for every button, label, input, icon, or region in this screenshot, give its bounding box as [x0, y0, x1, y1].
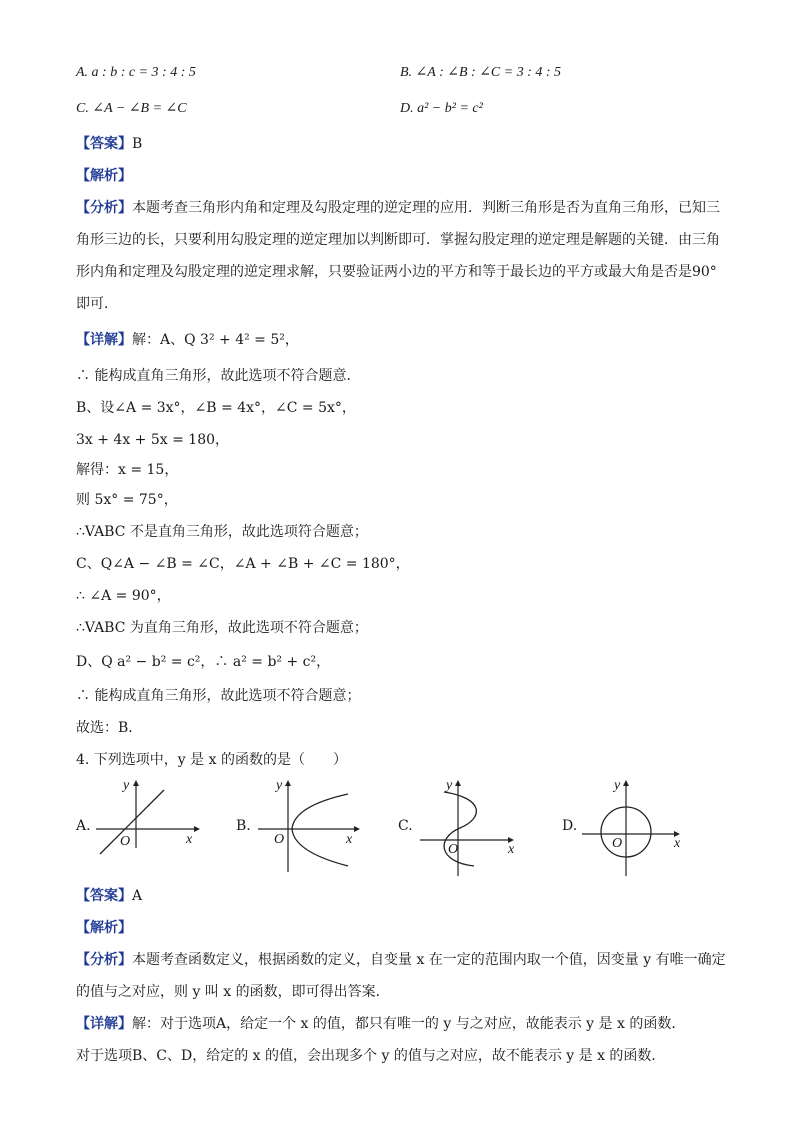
- graph-c-label: C.: [398, 818, 413, 834]
- detail-line-8: C、Q∠A − ∠B = ∠C，∠A + ∠B + ∠C = 180°，: [76, 556, 410, 572]
- detail-line-11: D、Q a² − b² = c²，∴ a² = b² + c²，: [76, 654, 331, 670]
- answer-value: B: [132, 136, 143, 152]
- analysis-heading: 【解析】: [76, 168, 132, 184]
- detail-line-6: 则 5x° = 75°，: [76, 492, 178, 508]
- detail-line-13: 故选：B．: [76, 720, 143, 736]
- option-a: A. a : b : c = 3 : 4 : 5: [76, 65, 196, 80]
- fenxi-line-3: 形内角和定理及勾股定理的逆定理求解，只要验证两小边的平方和等于最长边的平方或最大角是否是90°: [76, 264, 717, 280]
- detail-line-2: ∴ 能构成直角三角形，故此选项不符合题意．: [76, 368, 361, 384]
- graph-b-svg: [236, 778, 366, 874]
- graph-a-line: [100, 790, 164, 854]
- detail-line-7: ∴VABC 不是直角三角形，故此选项符合题意；: [76, 524, 368, 540]
- graph-b-curve: [292, 794, 348, 866]
- answer-line: [76, 134, 142, 154]
- fenxi-line-2: 角形三边的长，只要利用勾股定理的逆定理加以判断即可．掌握勾股定理的逆定理是解题的关键．由三角: [76, 232, 720, 248]
- fenxi-line-4: 即可．: [76, 296, 118, 312]
- option-b: B. ∠A : ∠B : ∠C = 3 : 4 : 5: [400, 65, 562, 80]
- option-d: D. a² − b² = c²: [400, 101, 483, 116]
- graph-c-svg: [398, 778, 528, 878]
- graph-d: D. y x O: [562, 778, 692, 878]
- graph-a: A. y x O: [76, 778, 206, 858]
- q4-fenxi-line-1: 【分析】本题考查函数定义，根据函数的定义，自变量 x 在一定的范围内取一个值，因变量 y 有唯一确定: [76, 952, 726, 968]
- option-c: C. ∠A − ∠B = ∠C: [76, 101, 187, 116]
- q4-detail-line-1: 【详解】解：对于选项A，给定一个 x 的值，都只有唯一的 y 与之对应，故能表示 y 是 x 的函数．: [76, 1016, 686, 1032]
- graph-b-label: B.: [236, 818, 251, 834]
- detail-line-3: B、设∠A = 3x°，∠B = 4x°，∠C = 5x°，: [76, 400, 356, 416]
- detail-line-12: ∴ 能构成直角三角形，故此选项不符合题意；: [76, 688, 361, 704]
- q4-answer-value: A: [132, 888, 143, 904]
- q4-fenxi-line-2: 的值与之对应，则 y 叫 x 的函数，即可得出答案．: [76, 984, 390, 1000]
- detail-line-4: 3x + 4x + 5x = 180，: [76, 432, 230, 448]
- graph-d-svg: [562, 778, 692, 878]
- answer-tag: 【答案】: [76, 136, 132, 152]
- question-4: 4. 下列选项中，y 是 x 的函数的是（ ）: [76, 752, 347, 768]
- q4-analysis-heading: 【解析】: [76, 920, 132, 936]
- q4-detail-line-2: 对于选项B、C、D，给定的 x 的值，会出现多个 y 的值与之对应，故不能表示 y 是 x 的函数．: [76, 1048, 666, 1064]
- detail-line-9: ∴ ∠A = 90°，: [76, 588, 171, 604]
- detail-line-5: 解得：x = 15，: [76, 462, 179, 478]
- detail-line-10: ∴VABC 为直角三角形，故此选项不符合题意；: [76, 620, 368, 636]
- fenxi-line-1: 【分析】本题考查三角形内角和定理及勾股定理的逆定理的应用．判断三角形是否为直角三角形，已知三: [76, 200, 720, 216]
- graph-a-label: A.: [76, 818, 91, 834]
- graph-c: C. y x O: [398, 778, 528, 878]
- q4-answer-line: 【答案】A: [76, 888, 143, 904]
- graph-d-label: D.: [562, 818, 578, 834]
- graph-b: B. y x O: [236, 778, 366, 874]
- detail-line-1: 【详解】解：A、Q 3² + 4² = 5²，: [76, 332, 299, 348]
